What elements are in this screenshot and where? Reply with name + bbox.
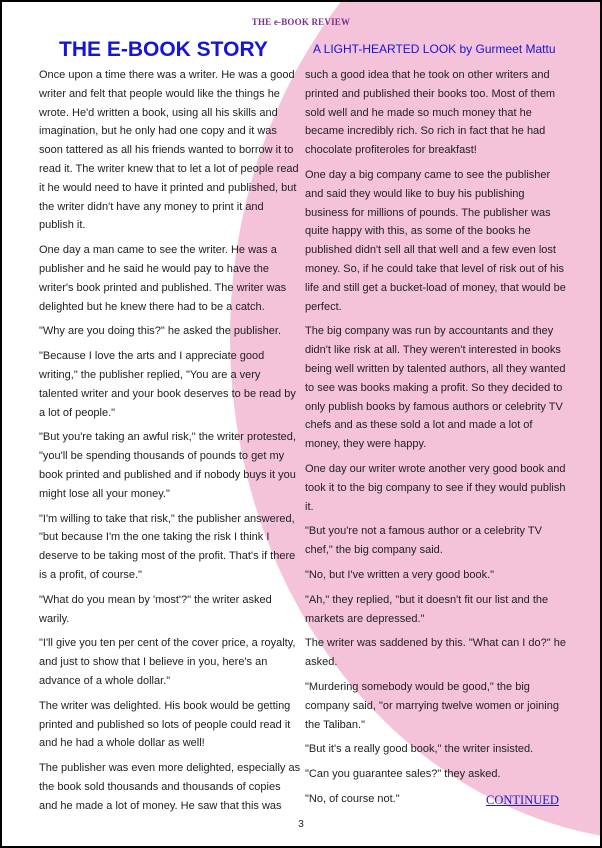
article-paragraph: "No, but I've written a very good book." [305,568,495,581]
article-byline: A LIGHT-HEARTED LOOK by Gurmeet Mattu [313,42,556,56]
article-paragraph: One day a big company came to see the publisher and said they would like to buy his publishing business for millions of pounds. The publisher was quite happy with this, as some of the books he published didn't sell all that well and a few even lost money. So, if he could take that level of risk out of his life and still get a bucket-load of money, that would be perfect. [305,168,566,313]
magazine-masthead: THE e-BOOK REVIEW [251,17,351,27]
article-paragraph: "Can you guarantee sales?" they asked. [305,768,501,781]
article-paragraph: "I'll give you ten per cent of the cover price, a royalty, and just to show that I believe in you, here's an advance of a whole dollar." [39,637,296,687]
article-paragraph: "Because I love the arts and I appreciate good writing," the publisher replied, "You are a very talented writer and your book deserves to be read by a lot of people." [39,350,296,419]
article-paragraph: One day a man came to see the writer. He was a publisher and he said he would pay to have the writer's book printed and published. The writer was delighted but he knew there had to be a catch. [39,244,287,313]
article-paragraph: The writer was saddened by this. "What can I do?" he asked. [305,637,566,669]
article-paragraph: "Why are you doing this?" he asked the publisher. [39,325,282,338]
article-paragraph: One day our writer wrote another very good book and took it to the big company to see if they would publish it. [305,462,566,513]
article-column-left [39,66,301,821]
article-paragraph: "Ah," they replied, "but it doesn't fit our list and the markets are depressed." [305,593,549,625]
article-paragraph: "Murdering somebody would be good," the big company said, "or marrying twelve women or joining the Taliban." [305,680,559,731]
page-number: 3 [298,819,304,830]
article-column-right [305,66,567,815]
article-title: THE E-BOOK STORY [59,38,268,61]
article-paragraph: "No, of course not." [305,792,400,805]
continued-link[interactable]: CONTINUED [486,793,559,807]
article-paragraph: such a good idea that he took on other writers and printed and published their books too. Most of them sold well and he made so much money that he became incredibly rich. So rich in fact that he had chocolate profiteroles for breakfast! [305,69,556,157]
article-paragraph: "But you're not a famous author or a celebrity TV chef," the big company said. [305,525,542,557]
article-paragraph: "But you're taking an awful risk," the writer protested, "you'll be spending thousands of pounds to get my book printed and published and if nobody buys it you might lose all your money." [39,431,296,500]
article-paragraph: "But it's a really good book," the writer insisted. [305,743,534,756]
article-paragraph: "I'm willing to take that risk," the publisher answered, "but because I'm the one taking the risk I think I deserve to be taking most of the profit. That's if there is a profit, of course." [39,512,296,581]
article-paragraph: "What do you mean by 'most'?" the writer asked warily. [39,593,272,625]
article-paragraph: The publisher was even more delighted, especially as the book sold thousands and thousands of copies and he made a lot of money. He saw that this was [39,762,301,812]
article-paragraph: The big company was run by accountants and they didn't like risk at all. They weren't interested in books being well written by talented authors, all they wanted to see was books making a profit. So they decided to only publish books by famous authors or celebrity TV chefs and as these sold a lot and made a lot of money, they were happy. [305,325,566,451]
article-paragraph: Once upon a time there was a writer. He was a good writer and felt that people would like the things he wrote. He'd written a book, using all his skills and imagination, but he only had one copy and it was soon tattered as all his friends wanted to borrow it to read it. The writer knew that to let a lot of people read it he would need to have it printed and published, but the writer didn't have any money to print it and publish it. [39,69,299,232]
article-paragraph: The writer was delighted. His book would be getting printed and published so lots of people could read it and he had a whole dollar as well! [39,699,291,750]
